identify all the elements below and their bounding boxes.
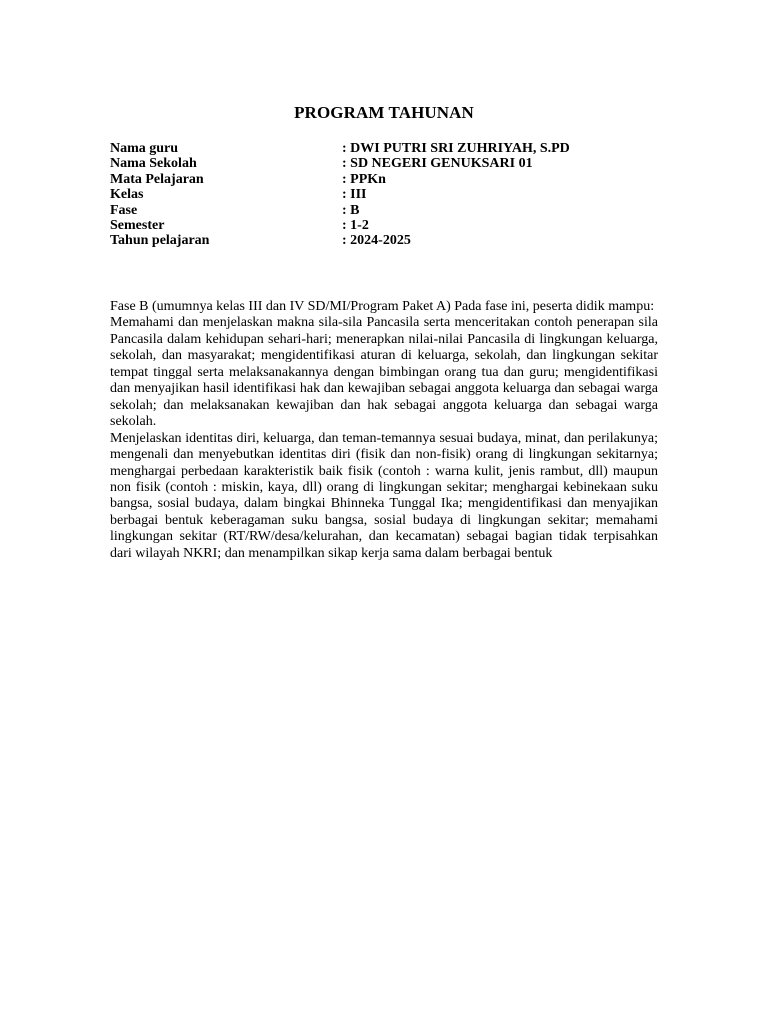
identity-value: : DWI PUTRI SRI ZUHRIYAH, S.PD bbox=[342, 141, 570, 156]
identity-value: : B bbox=[342, 202, 360, 218]
body-paragraph: Menjelaskan identitas diri, keluarga, dan teman-temannya sesuai budaya, minat, dan perilakunya; mengenali dan menyebutkan identitas diri (fisik dan non-fisik) orang di lingkungan sekitarnya; menghargai perbedaan karakteristik baik fisik (contoh : warna kulit, jenis rambut, dll) maupun non fisik (contoh : miskin, kaya, dll) orang di lingkungan sekitar; menghargai kebinekaan suku bangsa, sosial budaya, dalam bingkai Bhinneka Tunggal Ika; mengidentifikasi dan menyajikan berbagai bentuk keberagaman suku bangsa, sosial budaya di lingkungan sekitar; memahami lingkungan sekitar (RT/RW/desa/kelurahan, dan kecamatan) sebagai bagian tidak terpisahkan dari wilayah NKRI; dan menampilkan sikap kerja sama dalam berbagai bentuk bbox=[110, 430, 658, 561]
identity-label: Fase bbox=[110, 202, 138, 218]
identity-label: Nama Sekolah bbox=[110, 156, 197, 172]
document-title: PROGRAM TAHUNAN bbox=[294, 103, 474, 122]
identity-label: Tahun pelajaran bbox=[110, 233, 210, 249]
identity-label: Semester bbox=[110, 217, 165, 233]
identity-label: Mata Pelajaran bbox=[110, 171, 204, 187]
identity-row-phase bbox=[110, 203, 670, 218]
identity-row-teacher bbox=[110, 141, 670, 156]
identity-value: : PPKn bbox=[342, 171, 386, 187]
identity-value: : III bbox=[342, 187, 367, 203]
identity-label: Nama guru bbox=[110, 141, 179, 156]
identity-label: Kelas bbox=[110, 187, 144, 203]
identity-row-subject bbox=[110, 172, 670, 187]
identity-row-semester bbox=[110, 218, 670, 233]
identity-value: : 2024-2025 bbox=[342, 233, 411, 249]
identity-row-class bbox=[110, 187, 670, 202]
intro-paragraph: Fase B (umumnya kelas III dan IV SD/MI/Program Paket A) Pada fase ini, peserta didik mampu: bbox=[110, 299, 655, 314]
identity-table bbox=[110, 141, 670, 249]
identity-row-school bbox=[110, 156, 670, 171]
identity-value: : 1-2 bbox=[342, 217, 369, 233]
identity-row-academic-year bbox=[110, 233, 670, 248]
body-paragraph: Memahami dan menjelaskan makna sila-sila Pancasila serta menceritakan contoh penerapan sila Pancasila dalam kehidupan sehari-hari; menerapkan nilai-nilai Pancasila di lingkungan keluarga, sekolah, dan masyarakat; mengidentifikasi aturan di keluarga, sekolah, dan lingkungan sekitar tempat tinggal serta melaksanakannya dengan bimbingan orang tua dan guru; mengidentifikasi dan menyajikan hasil identifikasi hak dan kewajiban sebagai anggota keluarga dan sebagai warga sekolah; dan melaksanakan kewajiban dan hak sebagai anggota keluarga dan sebagai warga sekolah. bbox=[110, 315, 658, 430]
identity-value: : SD NEGERI GENUKSARI 01 bbox=[342, 156, 533, 172]
body-text bbox=[110, 299, 658, 562]
